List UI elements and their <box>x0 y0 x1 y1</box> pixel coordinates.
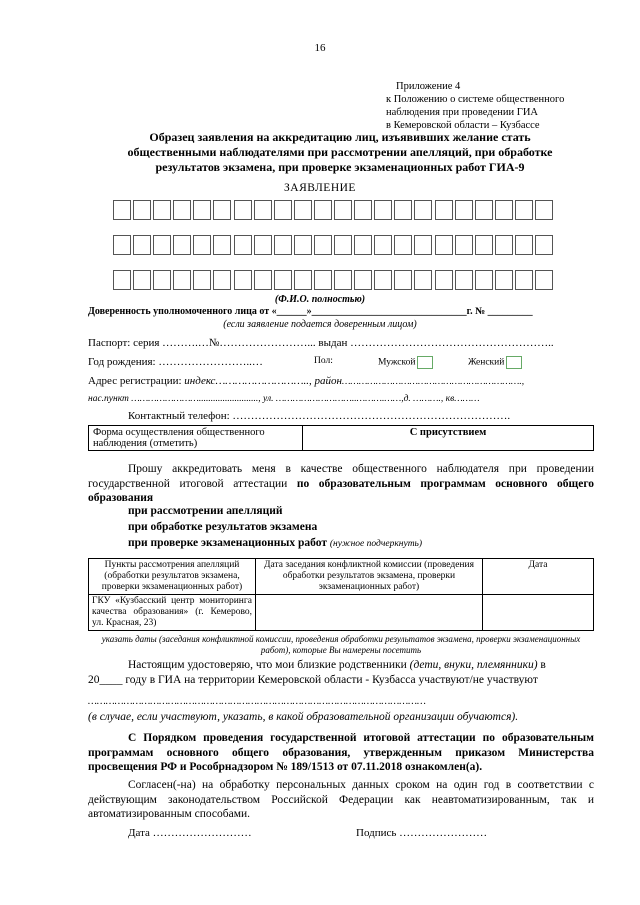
relatives-dots[interactable]: …………………………………………………………………………………………………… <box>88 696 426 707</box>
appendix-line-3: наблюдения при проведении ГИА <box>386 107 538 118</box>
fio-cell[interactable] <box>475 235 493 255</box>
fio-cell[interactable] <box>314 200 332 220</box>
fio-cell[interactable] <box>435 270 453 290</box>
form-type-label: Форма осуществления общественного наблюдения (отметить) <box>89 426 303 451</box>
points-cell-3[interactable] <box>483 595 594 631</box>
points-cell-2[interactable] <box>256 595 483 631</box>
fio-cell[interactable] <box>414 200 432 220</box>
fio-cell[interactable] <box>394 270 412 290</box>
fio-cell[interactable] <box>495 200 513 220</box>
fio-cell[interactable] <box>213 235 231 255</box>
fio-cell[interactable] <box>274 270 292 290</box>
fio-cell[interactable] <box>294 200 312 220</box>
fio-cell[interactable] <box>535 270 553 290</box>
fio-cell[interactable] <box>173 235 191 255</box>
order-paragraph: С Порядком проведения государственной итоговой аттестации по образовательным программам основного общего образования, утвержденным приказом Министерства просвещения РФ и Рособрнадзором № 189/1513 от 07.11.2018 ознакомлен(а). <box>88 732 594 773</box>
fio-cells-row-2[interactable] <box>113 235 555 255</box>
page-number: 16 <box>314 42 326 54</box>
appendix-line-1: Приложение 4 <box>396 81 461 92</box>
fio-cell[interactable] <box>113 270 131 290</box>
fio-cells-row-1[interactable] <box>113 200 555 220</box>
fio-cell[interactable] <box>153 200 171 220</box>
option-checking[interactable] <box>128 536 588 552</box>
proxy-line[interactable]: Доверенность уполномоченного лица от «______»_______________________________г. № _________ <box>88 306 533 317</box>
fio-cell[interactable] <box>354 270 372 290</box>
fio-cell[interactable] <box>254 270 272 290</box>
birth-year-field[interactable]: Год рождения: ……………………..… <box>88 356 263 368</box>
fio-cell[interactable] <box>535 200 553 220</box>
address-dots: ………………………………………………………., <box>341 377 525 387</box>
appendix-block <box>386 80 564 132</box>
points-header-2: Дата заседания конфликтной комиссии (проведения обработки результатов экзамена, проверки экзаменационных работ) <box>256 559 483 595</box>
passport-line[interactable]: Паспорт: серия ……….…№……………………... выдан ……………………………………………….. <box>88 337 554 349</box>
fio-cell[interactable] <box>374 270 392 290</box>
fio-cell[interactable] <box>455 270 473 290</box>
fio-cell[interactable] <box>193 270 211 290</box>
fio-cell[interactable] <box>193 235 211 255</box>
fio-cell[interactable] <box>234 200 252 220</box>
points-header-3: Дата <box>483 559 594 595</box>
proxy-note: (если заявление подается доверенным лицом) <box>223 319 417 330</box>
fio-cell[interactable] <box>314 235 332 255</box>
fio-cell[interactable] <box>495 270 513 290</box>
points-header-1: Пункты рассмотрения апелляций (обработки результатов экзамена, проверки экзаменационных работ) <box>89 559 256 595</box>
consent-paragraph: Согласен(-на) на обработку персональных данных сроком на один год в соответствии с действующим законодательством Российской Федерации как неавтоматизированным, так и автоматизированным способами. <box>88 779 594 820</box>
female-option[interactable] <box>468 356 522 369</box>
fio-cell[interactable] <box>133 270 151 290</box>
fio-cell[interactable] <box>153 270 171 290</box>
fio-cell[interactable] <box>495 235 513 255</box>
request-paragraph <box>88 462 594 506</box>
fio-cell[interactable] <box>133 200 151 220</box>
request-text: Прошу аккредитовать меня в качестве общественного наблюдателя при проведении государственной итоговой аттестации <box>88 463 594 490</box>
fio-cells-row-3[interactable] <box>113 270 555 290</box>
signature-field[interactable]: Подпись …………………… <box>356 827 488 839</box>
option-appeals[interactable]: при рассмотрении апелляций <box>128 505 283 517</box>
fio-cell[interactable] <box>213 270 231 290</box>
fio-cell[interactable] <box>435 200 453 220</box>
fio-cell[interactable] <box>515 235 533 255</box>
female-checkbox[interactable] <box>506 356 522 369</box>
fio-cell[interactable] <box>354 200 372 220</box>
fio-cell[interactable] <box>234 270 252 290</box>
option-processing[interactable]: при обработке результатов экзамена <box>128 521 318 533</box>
address-line-1[interactable] <box>88 375 524 387</box>
male-checkbox[interactable] <box>417 356 433 369</box>
female-label: Женский <box>468 357 505 368</box>
birth-line <box>88 356 505 368</box>
address-index: индекс……………………….., район <box>184 375 342 387</box>
male-label: Мужской <box>378 357 416 368</box>
relatives-italic: (дети, внуки, племянники) <box>409 659 538 671</box>
fio-cell[interactable] <box>374 235 392 255</box>
fio-cell[interactable] <box>515 270 533 290</box>
fio-cell[interactable] <box>354 235 372 255</box>
form-type-table <box>88 425 594 451</box>
fio-cell[interactable] <box>234 235 252 255</box>
fio-cell[interactable] <box>515 200 533 220</box>
relatives-line-2[interactable]: 20____ году в ГИА на территории Кемеровской области - Кузбасса участвуют/не участвуют <box>88 674 538 686</box>
title-line-2: общественными наблюдателями при рассмотрении апелляций, при обработке <box>127 145 553 159</box>
fio-cell[interactable] <box>294 270 312 290</box>
fio-cell[interactable] <box>455 200 473 220</box>
fio-cell[interactable] <box>153 235 171 255</box>
phone-line[interactable]: Контактный телефон: …………………………………………………………………. <box>128 410 511 422</box>
form-title <box>80 130 600 175</box>
fio-cell[interactable] <box>475 200 493 220</box>
fio-cell[interactable] <box>394 200 412 220</box>
fio-cell[interactable] <box>113 200 131 220</box>
option-checking-label: при проверке экзаменационных работ <box>128 537 328 549</box>
fio-cell[interactable] <box>254 200 272 220</box>
fio-cell[interactable] <box>414 270 432 290</box>
title-line-1: Образец заявления на аккредитацию лиц, изъявивших желание стать <box>149 130 531 144</box>
fio-cell[interactable] <box>173 200 191 220</box>
fio-cell[interactable] <box>254 235 272 255</box>
fio-cell[interactable] <box>334 200 352 220</box>
fio-cell[interactable] <box>274 200 292 220</box>
title-line-3: результатов экзамена, при проверке экзаменационных работ ГИА-9 <box>155 160 525 174</box>
relatives-end: в <box>537 659 546 671</box>
fio-cell[interactable] <box>414 235 432 255</box>
fio-cell[interactable] <box>334 235 352 255</box>
fio-caption: (Ф.И.О. полностью) <box>274 294 366 305</box>
fio-cell[interactable] <box>133 235 151 255</box>
fio-cell[interactable] <box>435 235 453 255</box>
fio-cell[interactable] <box>193 200 211 220</box>
fio-cell[interactable] <box>314 270 332 290</box>
fio-cell[interactable] <box>213 200 231 220</box>
fio-cell[interactable] <box>294 235 312 255</box>
fio-cell[interactable] <box>334 270 352 290</box>
male-option[interactable] <box>378 356 433 369</box>
dates-note: указать даты (заседания конфликтной комиссии, проведения обработки результатов экзамена, проверки экзаменационных работ), которые Вы намерены посетить <box>101 634 581 655</box>
address-prefix: Адрес регистрации: <box>88 375 185 387</box>
form-type-value[interactable]: С присутствием <box>303 426 594 451</box>
appendix-line-2: к Положению о системе общественного <box>386 94 565 105</box>
fio-cell[interactable] <box>173 270 191 290</box>
fio-cell[interactable] <box>535 235 553 255</box>
fio-cell[interactable] <box>455 235 473 255</box>
request-bold: по образовательным программам основного общего образования <box>88 477 595 504</box>
address-line-2[interactable]: нас.пункт ……………………........................., ул. ………………………..……….……,д. ………., кв……… <box>88 394 480 404</box>
sex-label: Пол: <box>314 356 333 366</box>
fio-cell[interactable] <box>274 235 292 255</box>
statement-header: ЗАЯВЛЕНИЕ <box>284 182 356 194</box>
fio-cell[interactable] <box>475 270 493 290</box>
date-field[interactable]: Дата ……………………… <box>128 827 252 839</box>
underline-note: (нужное подчеркнуть) <box>329 539 423 549</box>
points-table <box>88 558 594 631</box>
points-cell-1: ГКУ «Кузбасский центр мониторинга качества образования» (г. Кемерово, ул. Красная, 23) <box>89 595 256 631</box>
fio-cell[interactable] <box>394 235 412 255</box>
fio-cell[interactable] <box>374 200 392 220</box>
appendix-line-4: в Кемеровской области – Кузбассе <box>386 120 540 131</box>
fio-cell[interactable] <box>113 235 131 255</box>
relatives-note: (в случае, если участвуют, указать, в какой образовательной организации обучаются). <box>88 711 519 723</box>
relatives-text: Настоящим удостоверяю, что мои близкие родственники <box>128 659 410 671</box>
relatives-paragraph <box>88 658 594 673</box>
